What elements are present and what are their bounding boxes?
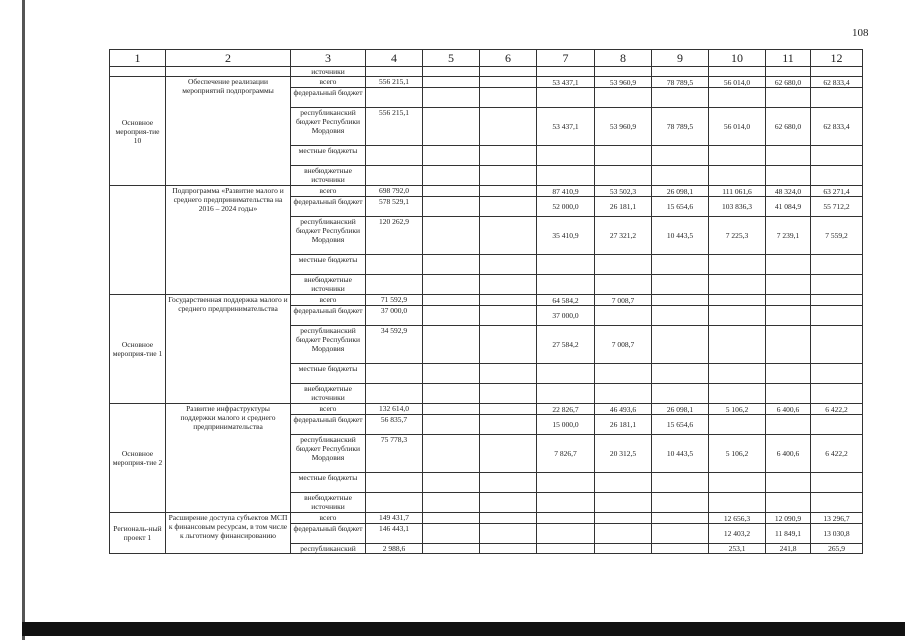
- amount-cell: [811, 306, 863, 326]
- amount-cell: [423, 473, 480, 493]
- measure-name: [110, 186, 166, 295]
- amount-cell: 2 988,6: [366, 544, 423, 554]
- amount-cell: [480, 364, 537, 384]
- measure-name: Основное мероприя-тие 10: [110, 77, 166, 186]
- funding-source: федеральный бюджет: [291, 524, 366, 544]
- amount-cell: 6 400,6: [766, 404, 811, 415]
- amount-cell: [811, 384, 863, 404]
- amount-cell: [423, 415, 480, 435]
- amount-cell: [595, 275, 652, 295]
- amount-cell: [423, 384, 480, 404]
- amount-cell: [766, 88, 811, 108]
- amount-cell: [537, 88, 595, 108]
- budget-table: [109, 49, 863, 554]
- amount-cell: 7 225,3: [709, 217, 766, 255]
- amount-cell: [652, 364, 709, 384]
- amount-cell: 10 443,5: [652, 435, 709, 473]
- amount-cell: [811, 473, 863, 493]
- amount-cell: [423, 77, 480, 88]
- amount-cell: 111 061,6: [709, 186, 766, 197]
- amount-cell: [423, 295, 480, 306]
- funding-source: внебюджетные источники: [291, 493, 366, 513]
- amount-cell: 87 410,9: [537, 186, 595, 197]
- amount-cell: [595, 88, 652, 108]
- amount-cell: [709, 326, 766, 364]
- funding-source: внебюджетные источники: [291, 166, 366, 186]
- amount-cell: [811, 166, 863, 186]
- amount-cell: [423, 108, 480, 146]
- header-cell: 2: [166, 50, 291, 67]
- amount-cell: [595, 384, 652, 404]
- amount-cell: 241,8: [766, 544, 811, 554]
- amount-cell: [652, 544, 709, 554]
- amount-cell: 11 849,1: [766, 524, 811, 544]
- funding-source: всего: [291, 186, 366, 197]
- amount-cell: [766, 255, 811, 275]
- header-row: [110, 50, 863, 67]
- amount-cell: 37 000,0: [366, 306, 423, 326]
- amount-cell: [423, 186, 480, 197]
- funding-source: федеральный бюджет: [291, 197, 366, 217]
- amount-cell: [595, 544, 652, 554]
- header-cell: 3: [291, 50, 366, 67]
- amount-cell: [423, 364, 480, 384]
- amount-cell: [766, 306, 811, 326]
- amount-cell: [480, 326, 537, 364]
- amount-cell: [811, 295, 863, 306]
- header-cell: 12: [811, 50, 863, 67]
- amount-cell: 35 410,9: [537, 217, 595, 255]
- amount-cell: [766, 493, 811, 513]
- amount-cell: 578 529,1: [366, 197, 423, 217]
- amount-cell: 46 493,6: [595, 404, 652, 415]
- amount-cell: [595, 473, 652, 493]
- table-row: [110, 295, 863, 306]
- amount-cell: [480, 217, 537, 255]
- amount-cell: [811, 88, 863, 108]
- amount-cell: 53 502,3: [595, 186, 652, 197]
- amount-cell: [480, 295, 537, 306]
- amount-cell: 556 215,1: [366, 77, 423, 88]
- amount-cell: [480, 493, 537, 513]
- amount-cell: [480, 524, 537, 544]
- amount-cell: [709, 364, 766, 384]
- table-row: [110, 77, 863, 88]
- header-cell: 5: [423, 50, 480, 67]
- amount-cell: 7 559,2: [811, 217, 863, 255]
- funding-source: всего: [291, 295, 366, 306]
- measure-description: Обеспечение реализации мероприятий подпрограммы: [166, 77, 291, 186]
- amount-cell: [652, 306, 709, 326]
- amount-cell: [366, 493, 423, 513]
- measure-description: Государственная поддержка малого и среднего предпринимательства: [166, 295, 291, 404]
- amount-cell: [366, 255, 423, 275]
- amount-cell: [366, 146, 423, 166]
- funding-source: республиканский бюджет Республики Мордовия: [291, 326, 366, 364]
- amount-cell: [595, 255, 652, 275]
- amount-cell: 15 654,6: [652, 197, 709, 217]
- table-row: [110, 404, 863, 415]
- amount-cell: 55 712,2: [811, 197, 863, 217]
- amount-cell: 48 324,0: [766, 186, 811, 197]
- measure-description: Подпрограмма «Развитие малого и среднего предпринимательства на 2016 – 2024 годы»: [166, 186, 291, 295]
- funding-source: республиканский бюджет Республики Мордовия: [291, 108, 366, 146]
- amount-cell: 556 215,1: [366, 108, 423, 146]
- funding-source: республиканский: [291, 544, 366, 554]
- amount-cell: [480, 146, 537, 166]
- amount-cell: [537, 384, 595, 404]
- header-cell: 1: [110, 50, 166, 67]
- amount-cell: [766, 364, 811, 384]
- amount-cell: [595, 146, 652, 166]
- amount-cell: [423, 404, 480, 415]
- amount-cell: 265,9: [811, 544, 863, 554]
- measure-description: Развитие инфраструктуры поддержки малого и среднего предпринимательства: [166, 404, 291, 513]
- amount-cell: [811, 146, 863, 166]
- table-body: [110, 50, 863, 554]
- amount-cell: [423, 435, 480, 473]
- amount-cell: 6 422,2: [811, 404, 863, 415]
- amount-cell: 78 789,5: [652, 108, 709, 146]
- amount-cell: [595, 306, 652, 326]
- amount-cell: [480, 108, 537, 146]
- amount-cell: 5 106,2: [709, 435, 766, 473]
- amount-cell: [480, 255, 537, 275]
- funding-source: местные бюджеты: [291, 364, 366, 384]
- amount-cell: [652, 513, 709, 524]
- amount-cell: [537, 513, 595, 524]
- amount-cell: 78 789,5: [652, 77, 709, 88]
- amount-cell: [423, 326, 480, 364]
- amount-cell: [537, 473, 595, 493]
- amount-cell: 7 826,7: [537, 435, 595, 473]
- funding-source: местные бюджеты: [291, 146, 366, 166]
- amount-cell: 34 592,9: [366, 326, 423, 364]
- amount-cell: 27 584,2: [537, 326, 595, 364]
- amount-cell: [709, 493, 766, 513]
- header-cell: 8: [595, 50, 652, 67]
- source-row: [110, 67, 863, 77]
- amount-cell: 64 584,2: [537, 295, 595, 306]
- amount-cell: [652, 88, 709, 108]
- amount-cell: [652, 384, 709, 404]
- amount-cell: [480, 473, 537, 493]
- amount-cell: 12 090,9: [766, 513, 811, 524]
- amount-cell: 62 680,0: [766, 108, 811, 146]
- amount-cell: 7 008,7: [595, 295, 652, 306]
- amount-cell: 26 098,1: [652, 404, 709, 415]
- amount-cell: [480, 415, 537, 435]
- amount-cell: 253,1: [709, 544, 766, 554]
- amount-cell: [480, 513, 537, 524]
- amount-cell: [595, 493, 652, 513]
- amount-cell: [652, 493, 709, 513]
- amount-cell: [537, 275, 595, 295]
- amount-cell: 53 437,1: [537, 77, 595, 88]
- amount-cell: [652, 146, 709, 166]
- amount-cell: 146 443,1: [366, 524, 423, 544]
- funding-source: федеральный бюджет: [291, 306, 366, 326]
- funding-source: всего: [291, 513, 366, 524]
- amount-cell: [709, 88, 766, 108]
- amount-cell: [480, 77, 537, 88]
- amount-cell: [480, 435, 537, 473]
- amount-cell: [423, 146, 480, 166]
- amount-cell: [366, 384, 423, 404]
- header-cell: 6: [480, 50, 537, 67]
- amount-cell: 53 960,9: [595, 108, 652, 146]
- amount-cell: [423, 217, 480, 255]
- funding-source: внебюджетные источники: [291, 384, 366, 404]
- amount-cell: [537, 166, 595, 186]
- amount-cell: 7 239,1: [766, 217, 811, 255]
- amount-cell: 149 431,7: [366, 513, 423, 524]
- amount-cell: 132 614,0: [366, 404, 423, 415]
- amount-cell: [652, 473, 709, 493]
- amount-cell: [709, 295, 766, 306]
- amount-cell: [709, 146, 766, 166]
- amount-cell: [652, 255, 709, 275]
- amount-cell: [811, 493, 863, 513]
- scan-left-border: [22, 0, 25, 640]
- amount-cell: [595, 524, 652, 544]
- amount-cell: [709, 306, 766, 326]
- amount-cell: 56 835,7: [366, 415, 423, 435]
- amount-cell: [709, 415, 766, 435]
- amount-cell: [366, 166, 423, 186]
- funding-source: федеральный бюджет: [291, 415, 366, 435]
- amount-cell: 27 321,2: [595, 217, 652, 255]
- amount-cell: 15 000,0: [537, 415, 595, 435]
- funding-source: федеральный бюджет: [291, 88, 366, 108]
- amount-cell: [652, 166, 709, 186]
- funding-source: внебюджетные источники: [291, 275, 366, 295]
- amount-cell: [766, 295, 811, 306]
- amount-cell: [423, 306, 480, 326]
- amount-cell: 56 014,0: [709, 108, 766, 146]
- amount-cell: [480, 166, 537, 186]
- amount-cell: [480, 88, 537, 108]
- amount-cell: 7 008,7: [595, 326, 652, 364]
- table-row: [110, 513, 863, 524]
- funding-source: республиканский бюджет Республики Мордовия: [291, 435, 366, 473]
- amount-cell: 62 833,4: [811, 77, 863, 88]
- amount-cell: 698 792,0: [366, 186, 423, 197]
- measure-name: Основное мероприя-тие 2: [110, 404, 166, 513]
- amount-cell: 6 422,2: [811, 435, 863, 473]
- table-row: [110, 186, 863, 197]
- amount-cell: 6 400,6: [766, 435, 811, 473]
- amount-cell: [366, 473, 423, 493]
- amount-cell: [423, 493, 480, 513]
- amount-cell: [709, 166, 766, 186]
- amount-cell: [537, 146, 595, 166]
- amount-cell: [423, 255, 480, 275]
- amount-cell: [537, 493, 595, 513]
- amount-cell: 13 296,7: [811, 513, 863, 524]
- scan-bottom-border: [22, 622, 905, 636]
- amount-cell: [366, 364, 423, 384]
- amount-cell: [811, 275, 863, 295]
- funding-source: местные бюджеты: [291, 473, 366, 493]
- amount-cell: [766, 415, 811, 435]
- amount-cell: [709, 473, 766, 493]
- amount-cell: 53 437,1: [537, 108, 595, 146]
- amount-cell: 62 833,4: [811, 108, 863, 146]
- amount-cell: 10 443,5: [652, 217, 709, 255]
- amount-cell: [766, 326, 811, 364]
- amount-cell: 103 836,3: [709, 197, 766, 217]
- amount-cell: 26 098,1: [652, 186, 709, 197]
- amount-cell: [480, 544, 537, 554]
- amount-cell: [423, 524, 480, 544]
- funding-source: местные бюджеты: [291, 255, 366, 275]
- amount-cell: 12 656,3: [709, 513, 766, 524]
- amount-cell: 12 403,2: [709, 524, 766, 544]
- amount-cell: [423, 275, 480, 295]
- source-label: источники: [291, 67, 366, 77]
- amount-cell: [537, 255, 595, 275]
- amount-cell: [766, 473, 811, 493]
- amount-cell: [480, 384, 537, 404]
- amount-cell: [652, 326, 709, 364]
- amount-cell: [766, 146, 811, 166]
- amount-cell: 15 654,6: [652, 415, 709, 435]
- amount-cell: [366, 88, 423, 108]
- amount-cell: 52 000,0: [537, 197, 595, 217]
- amount-cell: 13 030,8: [811, 524, 863, 544]
- funding-source: республиканский бюджет Республики Мордовия: [291, 217, 366, 255]
- amount-cell: 22 826,7: [537, 404, 595, 415]
- amount-cell: [595, 166, 652, 186]
- amount-cell: 71 592,9: [366, 295, 423, 306]
- amount-cell: [423, 513, 480, 524]
- page-number: 108: [852, 27, 869, 39]
- amount-cell: [652, 524, 709, 544]
- amount-cell: 20 312,5: [595, 435, 652, 473]
- amount-cell: [595, 364, 652, 384]
- amount-cell: [423, 544, 480, 554]
- header-cell: 10: [709, 50, 766, 67]
- amount-cell: 5 106,2: [709, 404, 766, 415]
- amount-cell: 26 181,1: [595, 197, 652, 217]
- amount-cell: [709, 275, 766, 295]
- header-cell: 11: [766, 50, 811, 67]
- amount-cell: [709, 255, 766, 275]
- amount-cell: [766, 166, 811, 186]
- amount-cell: [811, 364, 863, 384]
- amount-cell: [423, 166, 480, 186]
- header-cell: 9: [652, 50, 709, 67]
- amount-cell: [537, 544, 595, 554]
- amount-cell: [366, 275, 423, 295]
- amount-cell: [811, 255, 863, 275]
- measure-description: Расширение доступа субъектов МСП к финансовым ресурсам, в том числе к льготному финансированию: [166, 513, 291, 554]
- amount-cell: 63 271,4: [811, 186, 863, 197]
- funding-source: всего: [291, 77, 366, 88]
- amount-cell: 62 680,0: [766, 77, 811, 88]
- amount-cell: [709, 384, 766, 404]
- amount-cell: [595, 513, 652, 524]
- amount-cell: 53 960,9: [595, 77, 652, 88]
- amount-cell: [652, 295, 709, 306]
- amount-cell: [480, 275, 537, 295]
- amount-cell: 120 262,9: [366, 217, 423, 255]
- amount-cell: 37 000,0: [537, 306, 595, 326]
- amount-cell: 56 014,0: [709, 77, 766, 88]
- amount-cell: [480, 186, 537, 197]
- funding-source: всего: [291, 404, 366, 415]
- measure-name: Региональ-ный проект 1: [110, 513, 166, 554]
- amount-cell: [537, 524, 595, 544]
- amount-cell: [423, 88, 480, 108]
- amount-cell: [480, 197, 537, 217]
- amount-cell: 26 181,1: [595, 415, 652, 435]
- header-cell: 7: [537, 50, 595, 67]
- amount-cell: 41 084,9: [766, 197, 811, 217]
- header-cell: 4: [366, 50, 423, 67]
- amount-cell: [480, 404, 537, 415]
- amount-cell: [811, 415, 863, 435]
- amount-cell: [423, 197, 480, 217]
- amount-cell: [480, 306, 537, 326]
- amount-cell: [766, 275, 811, 295]
- amount-cell: [652, 275, 709, 295]
- amount-cell: [537, 364, 595, 384]
- amount-cell: [811, 326, 863, 364]
- measure-name: Основное мероприя-тие 1: [110, 295, 166, 404]
- amount-cell: 75 778,3: [366, 435, 423, 473]
- amount-cell: [766, 384, 811, 404]
